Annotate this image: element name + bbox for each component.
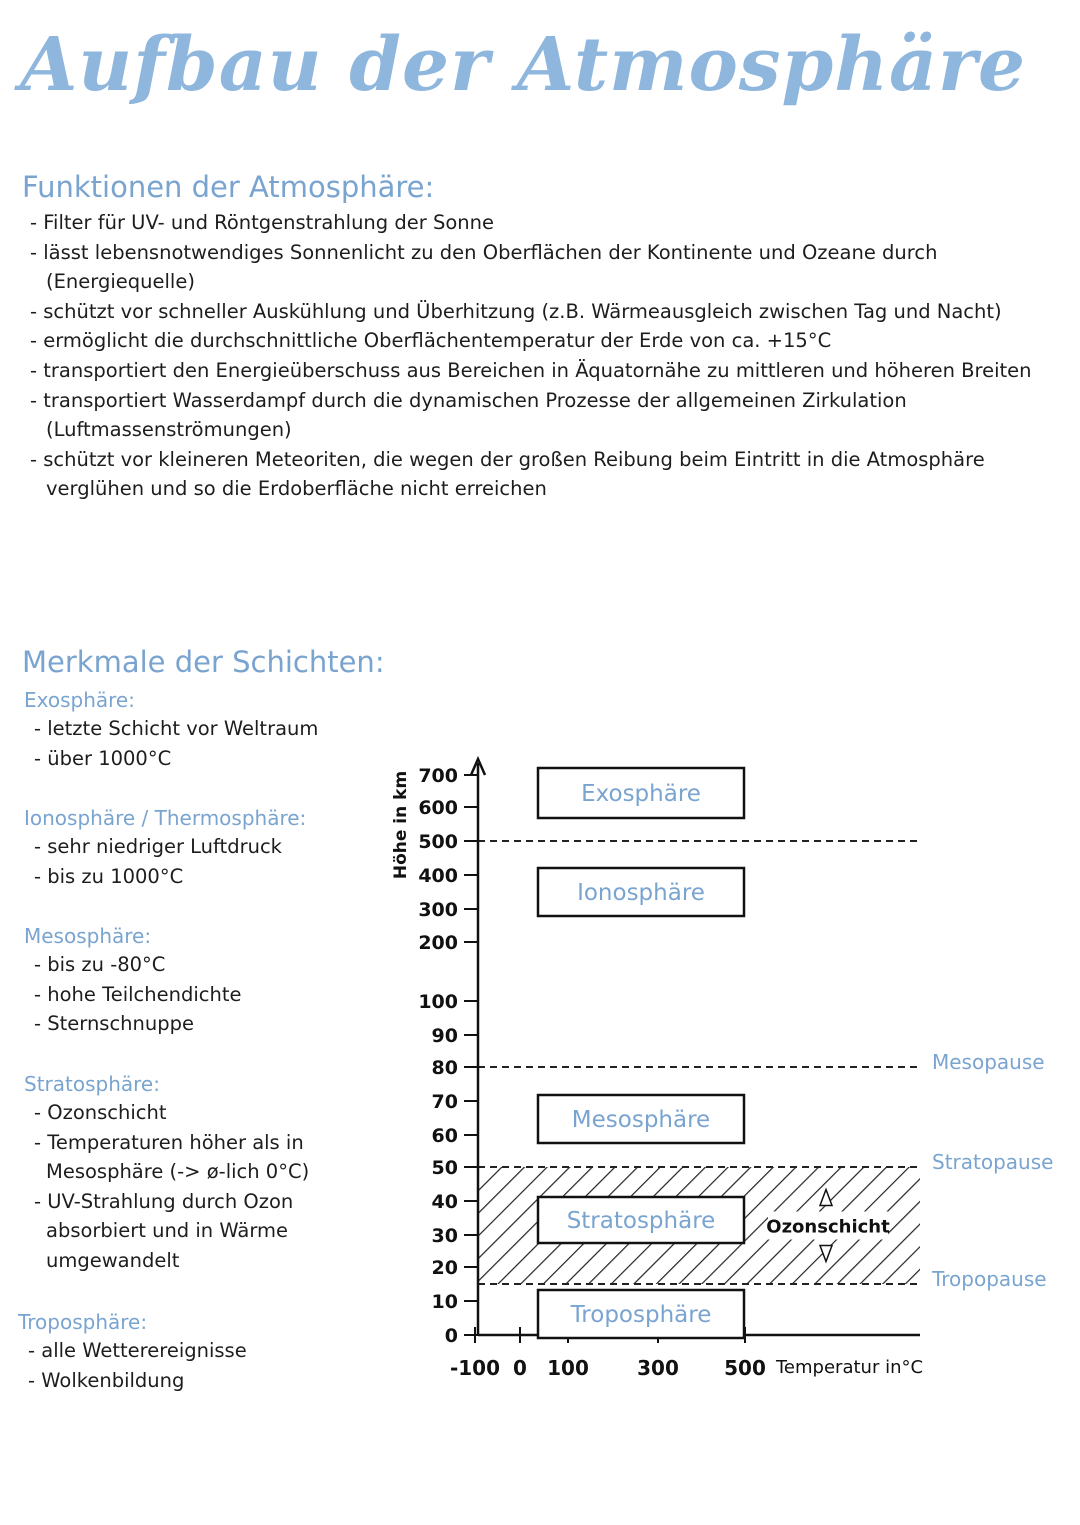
y-tick-label: 90 xyxy=(431,1025,458,1047)
y-tick-label: 200 xyxy=(418,932,458,954)
boundary-label: Tropopause xyxy=(932,1267,1047,1291)
troposphere-block xyxy=(18,1308,358,1395)
layer-title: Ionosphäre / Thermosphäre: xyxy=(24,806,307,830)
list-item: - schützt vor schneller Auskühlung und Überhitzung (z.B. Wärmeausgleich zwischen Tag und Nacht) xyxy=(30,297,1075,327)
list-item: - bis zu 1000°C xyxy=(24,862,364,892)
list-item: - transportiert Wasserdampf durch die dynamischen Prozesse der allgemeinen Zirkulation (Luftmassenströmungen) xyxy=(30,386,1075,445)
functions-list xyxy=(30,208,1075,504)
layer-title: Stratosphäre: xyxy=(24,1072,160,1096)
mesosphere-block xyxy=(24,922,364,1039)
list-item: - schützt vor kleineren Meteoriten, die wegen der großen Reibung beim Eintritt in die Atmosphäre verglühen und so die Erdoberfläche nicht erreichen xyxy=(30,445,1075,504)
list-item: - alle Wetterereignisse xyxy=(18,1336,358,1366)
layer-box-label: Mesosphäre xyxy=(571,1107,711,1133)
y-tick-label: 30 xyxy=(431,1225,458,1247)
atmosphere-chart xyxy=(380,745,1070,1399)
list-item: - bis zu -80°C xyxy=(24,950,364,980)
y-tick-label: 60 xyxy=(431,1125,458,1147)
functions-heading: Funktionen der Atmosphäre: xyxy=(22,170,435,204)
y-tick-label: 300 xyxy=(418,899,458,921)
x-tick-label: 100 xyxy=(547,1356,589,1380)
atmosphere-chart-svg xyxy=(380,745,1070,1395)
list-item: - transportiert den Energieüberschuss aus Bereichen in Äquatornähe zu mittleren und höheren Breiten xyxy=(30,356,1075,386)
list-item: - UV-Strahlung durch Ozon absorbiert und in Wärme umgewandelt xyxy=(24,1187,384,1276)
layer-title: Troposphäre: xyxy=(18,1310,148,1334)
list-item: - Ozonschicht xyxy=(24,1098,384,1128)
list-item: - über 1000°C xyxy=(24,744,364,774)
page-title: Aufbau der Atmosphäre xyxy=(20,22,1027,108)
layer-title: Mesosphäre: xyxy=(24,924,152,948)
x-tick-label: 500 xyxy=(724,1356,766,1380)
layer-box-label: Stratosphäre xyxy=(566,1208,716,1234)
boundary-label: Mesopause xyxy=(932,1050,1045,1074)
x-tick-label: -100 xyxy=(449,1356,501,1380)
y-tick-label: 700 xyxy=(418,765,458,787)
y-tick-label: 20 xyxy=(431,1257,458,1279)
boundary-label: Stratopause xyxy=(932,1150,1054,1174)
ozone-label: Ozonschicht xyxy=(766,1216,890,1238)
y-tick-label: 70 xyxy=(431,1091,458,1113)
layer-box-label: Ionosphäre xyxy=(577,880,705,906)
layer-box-label: Troposphäre xyxy=(570,1302,712,1328)
y-axis-label: Höhe in km xyxy=(391,770,411,880)
layers-heading: Merkmale der Schichten: xyxy=(22,645,385,679)
ionosphere-block xyxy=(24,804,364,891)
y-tick-label: 50 xyxy=(431,1157,458,1179)
layer-box-label: Exosphäre xyxy=(581,781,701,807)
list-item: - Filter für UV- und Röntgenstrahlung der Sonne xyxy=(30,208,1075,238)
x-axis-label: Temperatur in°C xyxy=(776,1357,924,1378)
y-tick-label: 600 xyxy=(418,797,458,819)
x-tick-label: 0 xyxy=(513,1356,527,1380)
list-item: - Sternschnuppe xyxy=(24,1009,364,1039)
list-item: - hohe Teilchendichte xyxy=(24,980,364,1010)
y-tick-label: 500 xyxy=(418,831,458,853)
list-item: - sehr niedriger Luftdruck xyxy=(24,832,364,862)
list-item: - Wolkenbildung xyxy=(18,1366,358,1396)
list-item: - lässt lebensnotwendiges Sonnenlicht zu den Oberflächen der Kontinente und Ozeane durch (Energiequelle) xyxy=(30,238,1075,297)
x-tick-label: 300 xyxy=(637,1356,679,1380)
y-tick-label: 80 xyxy=(431,1057,458,1079)
y-tick-label: 40 xyxy=(431,1191,458,1213)
y-tick-label: 10 xyxy=(431,1291,458,1313)
list-item: - ermöglicht die durchschnittliche Oberflächentemperatur der Erde von ca. +15°C xyxy=(30,326,1075,356)
y-tick-label: 0 xyxy=(444,1325,458,1347)
stratosphere-block xyxy=(24,1070,384,1276)
y-tick-label: 400 xyxy=(418,865,458,887)
y-tick-label: 100 xyxy=(418,991,458,1013)
exosphere-block xyxy=(24,686,364,773)
layer-title: Exosphäre: xyxy=(24,688,135,712)
list-item: - letzte Schicht vor Weltraum xyxy=(24,714,364,744)
list-item: - Temperaturen höher als in Mesosphäre (-> ø-lich 0°C) xyxy=(24,1128,384,1187)
